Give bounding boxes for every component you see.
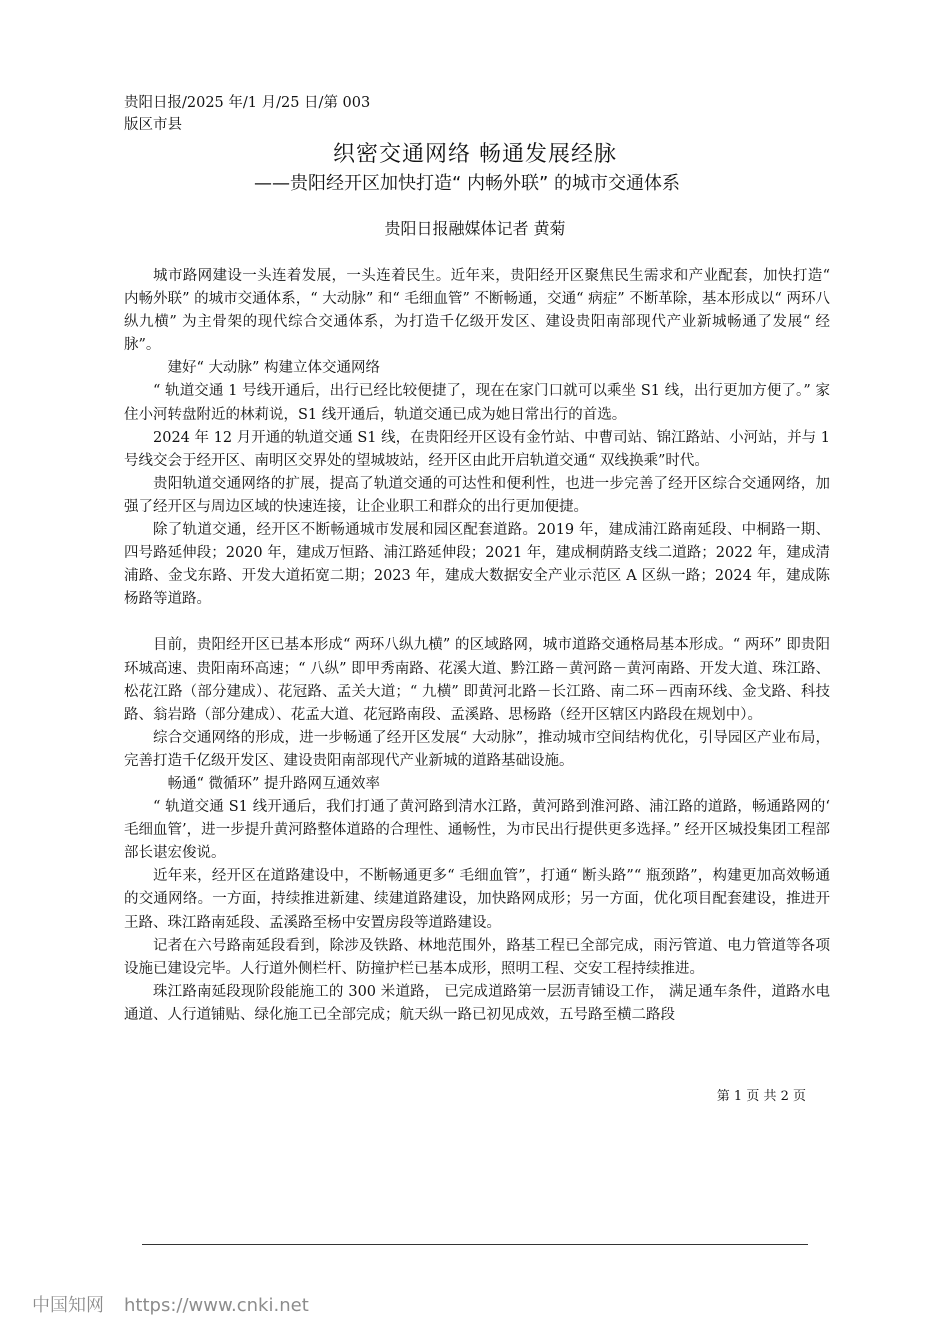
article-subtitle: ——贵阳经开区加快打造“ 内畅外联” 的城市交通体系 <box>253 173 681 194</box>
article-author: 贵阳日报融媒体记者 黄菊 <box>384 219 566 238</box>
paragraph: 珠江路南延段现阶段能施工的 300 米道路， 已完成道路第一层沥青铺设工作， 满足通车条件，道路水电通道、人行道铺贴、绿化施工已全部完成；航天纵一路已初见成效，五号路至横二路段 <box>124 983 830 1023</box>
paragraph: 2024 年 12 月开通的轨道交通 S1 线，在贵阳经开区设有金竹站、中曹司站、锦江路站、小河站，并与 1 号线交会于经开区、南明区交界处的望城坡站，经开区由此开启轨道交通“ 双线换乘”时代。 <box>124 429 830 469</box>
paragraph: 城市路网建设一头连着发展，一头连着民生。近年来，贵阳经开区聚焦民生需求和产业配套，加快打造“ 内畅外联” 的城市交通体系，“ 大动脉” 和“ 毛细血管” 不断畅通，交通“ 病症” 不断革除，基本形成以“ 两环八纵九横” 为主骨架的现代综合交通体系，为打造千亿级开发区、建设贵阳南部现代产业新城畅通了发展“ 经脉”。 <box>124 268 830 354</box>
watermark <box>32 1293 329 1319</box>
source-info <box>124 92 524 136</box>
source-line-1: 贵阳日报/2025 年/1 月/25 日/第 003 <box>124 95 371 111</box>
watermark-url: https://www.cnki.net <box>124 1295 309 1316</box>
paragraph: 综合交通网络的形成，进一步畅通了经开区发展“ 大动脉”，推动城市空间结构优化，引导园区产业布局，完善打造千亿级开发区、建设贵阳南部现代产业新城的道路基础设施。 <box>124 729 830 769</box>
footer-divider <box>142 1244 808 1245</box>
article-body <box>124 265 830 1027</box>
paragraph: “ 轨道交通 S1 线开通后，我们打通了黄河路到清水江路，黄河路到淮河路、浦江路的道路，畅通路网的‘ 毛细血管’，进一步提升黄河路整体道路的合理性、通畅性，为市民出行提供更多选择。” 经开区城投集团工程部部长谌宏俊说。 <box>124 799 830 862</box>
paragraph: 目前，贵阳经开区已基本形成“ 两环八纵九横” 的区域路网，城市道路交通格局基本形成。“ 两环” 即贵阳环城高速、贵阳南环高速；“ 八纵” 即甲秀南路、花溪大道、黔江路－黄河路－黄河南路、开发大道、珠江路、松花江路（部分建成）、花冠路、孟关大道；“ 九横” 即黄河北路－长江路、南二环－西南环线、金戈路、科技路、翁岩路（部分建成）、花孟大道、花冠路南段、孟溪路、思杨路（经开区辖区内路段在规划中）。 <box>124 637 830 723</box>
paragraph: “ 轨道交通 1 号线开通后，出行已经比较便捷了，现在在家门口就可以乘坐 S1 线，出行更加方便了。” 家住小河转盘附近的林莉说，S1 线开通后，轨道交通已成为她日常出行的首选。 <box>124 383 830 423</box>
section-heading: 建好“ 大动脉” 构建立体交通网络 <box>167 360 381 377</box>
paragraph: 记者在六号路南延段看到，除涉及铁路、林地范围外，路基工程已全部完成，雨污管道、电力管道等各项设施已建设完毕。人行道外侧栏杆、防撞护栏已基本成形，照明工程、交安工程持续推进。 <box>124 937 830 977</box>
article-title: 织密交通网络 畅通发展经脉 <box>333 142 617 167</box>
paragraph: 除了轨道交通，经开区不断畅通城市发展和园区配套道路。2019 年，建成浦江路南延段、中桐路一期、四号路延伸段；2020 年，建成万恒路、浦江路延伸段；2021 年，建成桐荫路支线二道路；2022 年，建成清浦路、金戈东路、开发大道拓宽二期；2023 年，建成大数据安全产业示范区 A 区纵一路；2024 年，建成陈杨路等道路。 <box>124 522 830 608</box>
page-number: 第 1 页 共 2 页 <box>716 1089 806 1104</box>
paragraph: 贵阳轨道交通网络的扩展，提高了轨道交通的可达性和便利性，也进一步完善了经开区综合交通网络，加强了经开区与周边区域的快速连接，让企业职工和群众的出行更加便捷。 <box>124 475 830 515</box>
paragraph: 近年来，经开区在道路建设中，不断畅通更多“ 毛细血管”，打通“ 断头路”“ 瓶颈路”，构建更加高效畅通的交通网络。一方面，持续推进新建、续建道路建设，加快路网成形；另一方面，优化项目配套建设，推进开王路、珠江路南延段、孟溪路至杨中安置房段等道路建设。 <box>124 868 830 931</box>
section-heading: 畅通“ 微循环” 提升路网互通效率 <box>167 775 381 792</box>
watermark-brand: 中国知网 <box>32 1295 104 1316</box>
source-line-2: 版区市县 <box>124 117 182 133</box>
